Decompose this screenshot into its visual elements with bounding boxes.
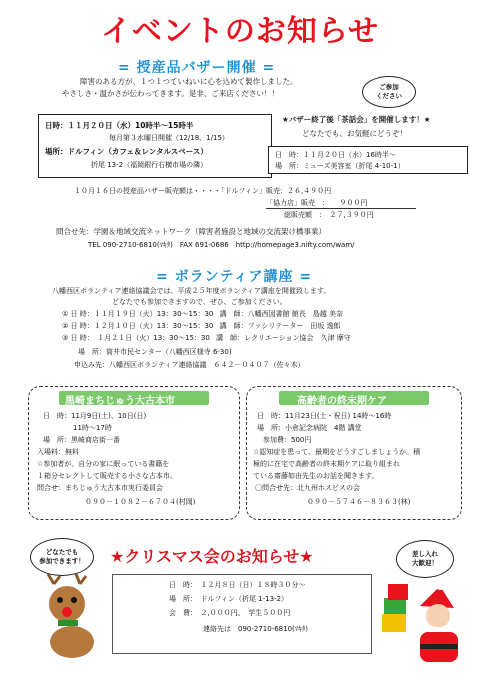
care-heading: 高齢者の終末期ケア [297, 396, 387, 407]
tea-party-box [268, 146, 468, 174]
sales-partner: 「協力店」販売 ： ９００円 [266, 199, 368, 207]
care-note-3: ている齋藤如由先生のお話を聞きます。 [253, 472, 379, 480]
xmas-info-box [112, 574, 372, 654]
book-market-fee: 入場料：無料 [37, 448, 79, 456]
book-market-tel: ０９０－１０８２－６７０４(村岡) [85, 498, 196, 506]
xmas-place: 場 所： ドルフィン（折尾 1-13-2） [169, 595, 289, 603]
bazaar-intro-2: やさしさ・温かさが伝わってきます。是非、ご来店ください！！ [62, 89, 279, 98]
book-market-place: 場 所：黒崎商店街一番 [43, 436, 120, 444]
sales-total: 総販売額 ： ２７,３９０円 [284, 211, 374, 219]
tea-party-title: ★バザー終了後「茶話会」を開催します！★ [282, 115, 431, 124]
care-date: 日 時：11月23日(土・祝日) 14時～16時 [257, 412, 392, 420]
volunteer-heading: = ボランティア講座 = [156, 269, 313, 285]
xmas-fee: 会 費： ２,０００円、 学生５００円 [169, 609, 291, 617]
book-market-date: 日 時：11月9日(土)、10日(日) [43, 412, 147, 420]
bazaar-address: 折尾 13-2（福岡銀行右横市場の隣） [91, 161, 208, 169]
xmas-right-bubble: 差し入れ 大歓迎！ [396, 540, 454, 578]
volunteer-intro-1: 八幡西区ボランティア連絡協議会では、平成２５年度ボランティア講座を開催致します。 [52, 287, 331, 295]
book-market-contact: 問合せ：まちじゅう大古本市実行委員会 [37, 484, 163, 492]
bazaar-info-box [38, 114, 272, 178]
volunteer-apply: 申込み先：八幡西区ボランティア連絡協議 ６４２－０４０７（佐々木） [74, 361, 305, 369]
bazaar-date: 日時：１１月２０日（水）10時半～15時半 [45, 121, 194, 130]
xmas-contact: 連絡先は 090-2710-6810(ﾏｷﾀ) [203, 625, 309, 633]
care-fee: 参加費：500円 [263, 436, 312, 444]
book-market-time: 11時～17時 [73, 424, 112, 432]
book-market-box [28, 386, 240, 520]
book-market-note-1: ☆参加者が、自分の家に眠っている書籍を [37, 460, 170, 468]
bazaar-contact-tel: TEL 090-2710-6810(ﾏｷﾀ) FAX 691-0686 http://homepage3.nifty.com/wam/ [88, 241, 355, 249]
volunteer-intro-2: どなたでも参加できますので、ぜひ、ご参加ください。 [112, 298, 287, 306]
bazaar-heading: = 授産品バザー開催 = [118, 60, 276, 76]
bazaar-contact: 問合せ先：学園＆地域交流ネットワーク（障害者施設と地域の交流架け橋事業） [56, 227, 326, 236]
tea-party-sub: どなたでも、お気軽にどうぞ！ [302, 129, 407, 138]
page-title: イベントのお知らせ [100, 14, 380, 49]
sales-divider [266, 208, 416, 209]
reindeer-illustration [34, 574, 112, 664]
session-row: ② 日 時：１２月１０日（火）13：30～15：30 講 師：ファシリテーター 田坂 逸郎 [62, 322, 341, 330]
care-box [246, 386, 462, 520]
session-row: ① 日 時：１１月１９日（火）13：30～15：30 講 師：八幡西図書館 館長 島越 美奈 [62, 310, 344, 318]
bazaar-regular: 毎月第３水曜日開催（12/18、1/15） [109, 134, 229, 142]
book-market-note-2: １箱分セレクトして販売する小さな古本市。 [37, 472, 177, 480]
volunteer-place: 場 所：筒井市民センター（八幡西区様寺 6-30) [78, 348, 232, 356]
santa-illustration [380, 576, 470, 672]
bazaar-place: 場所：ドルフィン（カフェ＆レンタルスペース） [45, 147, 208, 156]
xmas-date: 日 時： １２月８日（日）１８時３０分～ [169, 581, 306, 589]
care-note-1: ☆認知症を患って、最期をどうすごしましょうか。積 [253, 448, 421, 456]
tea-party-place: 場 所：ミューズ美容室（折尾 4-10-1） [275, 162, 405, 170]
tea-party-date: 日 時：１１月２０日（水）16時半～ [275, 151, 396, 159]
bazaar-intro-1: 障害のある方が、１つ１つていねいに心を込めて製作しました。 [80, 77, 298, 86]
care-tel: ０９０－５７４６－８３６３(林) [307, 498, 411, 506]
volunteer-sessions [62, 309, 351, 345]
join-bubble: ご参加 ください [362, 76, 416, 108]
book-market-heading: 黒崎まちじゅう大古本市 [65, 396, 175, 407]
care-place: 場 所：小倉記念病院 4階 講堂 [257, 424, 362, 432]
session-row: ③ 日 時： １月２１日（火）13：30～15：30 講 師：レクリエーション協会 久津 摩守 [62, 334, 351, 342]
care-note-2: 極的に在宅で高齢者の終末期ケアに取り組まれ [253, 460, 400, 468]
care-contact: 〇問合せ先：北九州ホスピスの会 [255, 484, 360, 492]
xmas-heading: ★クリスマス会のお知らせ★ [110, 547, 314, 566]
xmas-left-bubble: どなたでも 参加できます！ [30, 538, 94, 576]
sales-line: １０月１６日の授産品バザー販売額は・・・・「ドルフィン」販売：２６,４９０円 [74, 187, 332, 195]
